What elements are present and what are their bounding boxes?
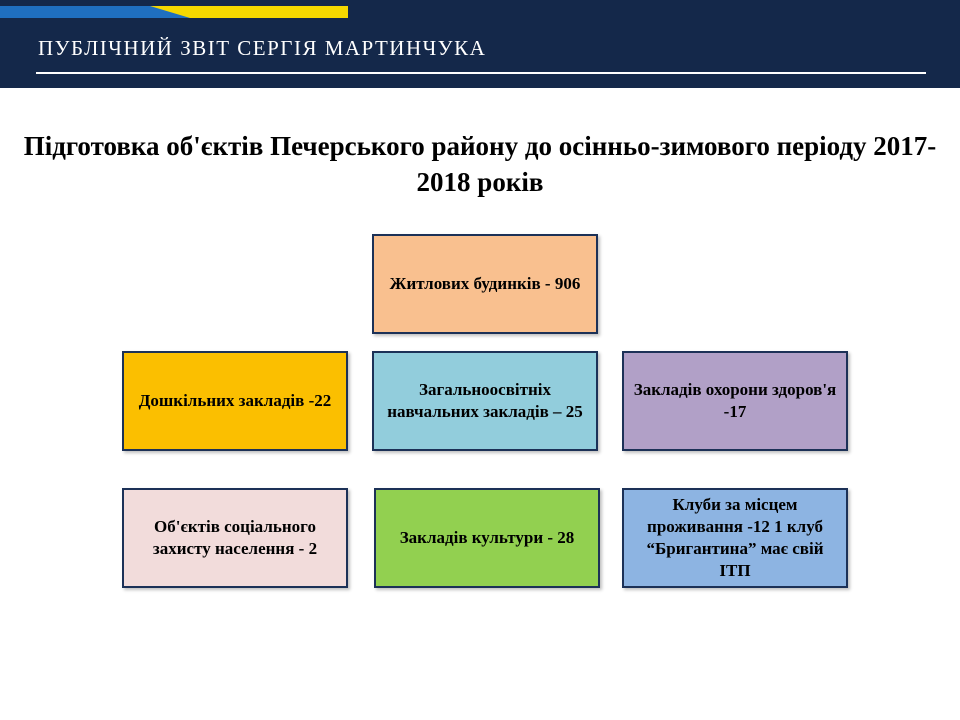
box-social-protection: Об'єктів соціального захисту населення - 2 [122,488,348,588]
box-residential-buildings: Житлових будинків - 906 [372,234,598,334]
header-divider [36,72,926,74]
box-healthcare: Закладів охорони здоров'я -17 [622,351,848,451]
box-preschools: Дошкільних закладів -22 [122,351,348,451]
header-bar [0,0,960,88]
box-culture: Закладів культури - 28 [374,488,600,588]
slide-title: Підготовка об'єктів Печерського району до осінньо-зимового періоду 2017-2018 років [23,131,937,197]
box-clubs: Клуби за місцем проживання -12 1 клуб “Бригантина” має свій ІТП [622,488,848,588]
header-title: ПУБЛІЧНИЙ ЗВІТ СЕРГІЯ МАРТИНЧУКА [38,36,487,60]
box-schools: Загальноосвітніх навчальних закладів – 25 [372,351,598,451]
